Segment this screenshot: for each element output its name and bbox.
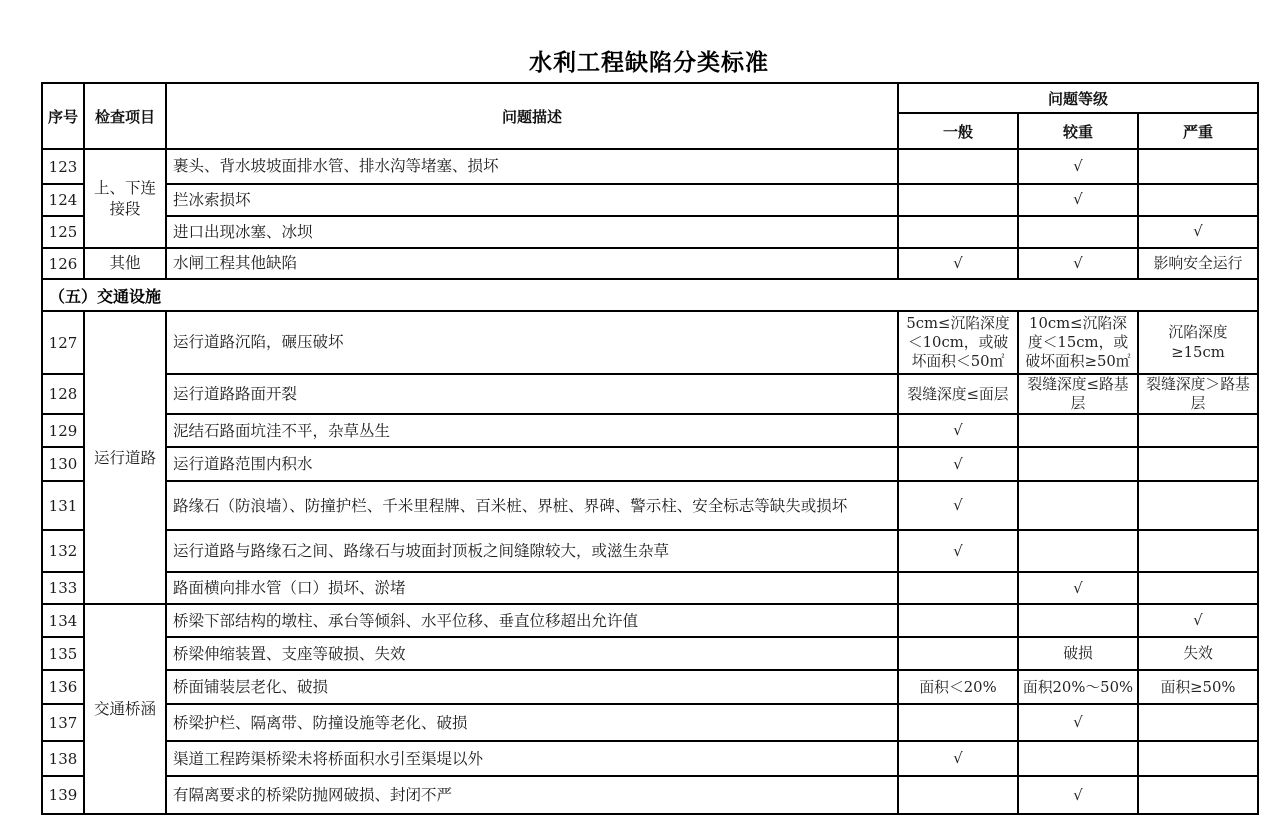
grade-severe-cell (1138, 447, 1258, 481)
problem-description-cell: 进口出现冰塞、冰坝 (166, 216, 898, 248)
row-number: 132 (42, 530, 84, 572)
table-row (42, 414, 1258, 447)
row-number: 131 (42, 481, 84, 530)
inspection-item-cell: 运行道路 (84, 311, 166, 604)
grade-heavier-cell: 10cm≤沉陷深度＜15cm，或破坏面积≥50㎡ (1018, 311, 1138, 374)
row-number: 126 (42, 248, 84, 279)
grade-general-cell (898, 604, 1018, 637)
inspection-item-cell: 其他 (84, 248, 166, 279)
table-row (42, 704, 1258, 741)
grade-heavier-cell (1018, 414, 1138, 447)
grade-heavier-cell (1018, 447, 1138, 481)
header-row-top (42, 83, 1258, 113)
grade-heavier-cell: √ (1018, 248, 1138, 279)
grade-general-cell (898, 216, 1018, 248)
grade-heavier-cell: √ (1018, 149, 1138, 184)
problem-description-cell: 运行道路路面开裂 (166, 374, 898, 414)
grade-heavier-cell (1018, 481, 1138, 530)
problem-description-cell: 路面横向排水管（口）损坏、淤堵 (166, 572, 898, 604)
problem-description-cell: 桥面铺装层老化、破损 (166, 670, 898, 704)
grade-severe-cell: 影响安全运行 (1138, 248, 1258, 279)
table-row (42, 604, 1258, 637)
grade-heavier-cell: 面积20%～50% (1018, 670, 1138, 704)
grade-heavier-cell: √ (1018, 184, 1138, 216)
header-level-heavier: 较重 (1018, 113, 1138, 149)
problem-description-cell: 桥梁下部结构的墩柱、承台等倾斜、水平位移、垂直位移超出允许值 (166, 604, 898, 637)
grade-severe-cell: 面积≥50% (1138, 670, 1258, 704)
problem-description-cell: 拦冰索损坏 (166, 184, 898, 216)
grade-severe-cell: √ (1138, 604, 1258, 637)
row-number: 139 (42, 776, 84, 814)
grade-general-cell (898, 149, 1018, 184)
table-row (42, 776, 1258, 814)
defect-classification-table (41, 82, 1259, 815)
grade-severe-cell: 失效 (1138, 637, 1258, 670)
grade-severe-cell: 沉陷深度≥15cm (1138, 311, 1258, 374)
problem-description-cell: 有隔离要求的桥梁防抛网破损、封闭不严 (166, 776, 898, 814)
grade-general-cell: 5cm≤沉陷深度＜10cm，或破坏面积＜50㎡ (898, 311, 1018, 374)
grade-severe-cell (1138, 704, 1258, 741)
row-number: 136 (42, 670, 84, 704)
row-number: 137 (42, 704, 84, 741)
grade-heavier-cell: √ (1018, 704, 1138, 741)
table-row (42, 530, 1258, 572)
grade-severe-cell (1138, 776, 1258, 814)
grade-general-cell (898, 184, 1018, 216)
row-number: 124 (42, 184, 84, 216)
grade-heavier-cell: √ (1018, 776, 1138, 814)
grade-heavier-cell (1018, 741, 1138, 776)
row-number: 135 (42, 637, 84, 670)
grade-severe-cell (1138, 149, 1258, 184)
row-number: 128 (42, 374, 84, 414)
table-header (42, 83, 1258, 149)
grade-general-cell: √ (898, 414, 1018, 447)
row-number: 133 (42, 572, 84, 604)
row-number: 125 (42, 216, 84, 248)
header-level-severe: 严重 (1138, 113, 1258, 149)
problem-description-cell: 渠道工程跨渠桥梁未将桥面积水引至渠堤以外 (166, 741, 898, 776)
row-number: 134 (42, 604, 84, 637)
grade-heavier-cell (1018, 216, 1138, 248)
header-no: 序号 (42, 83, 84, 149)
grade-general-cell (898, 776, 1018, 814)
grade-general-cell (898, 637, 1018, 670)
problem-description-cell: 桥梁护栏、隔离带、防撞设施等老化、破损 (166, 704, 898, 741)
grade-severe-cell (1138, 530, 1258, 572)
row-number: 127 (42, 311, 84, 374)
header-inspection-item: 检查项目 (84, 83, 166, 149)
page-title: 水利工程缺陷分类标准 (529, 50, 769, 76)
row-number: 129 (42, 414, 84, 447)
grade-heavier-cell: 破损 (1018, 637, 1138, 670)
grade-heavier-cell (1018, 530, 1138, 572)
table-row (42, 149, 1258, 184)
grade-severe-cell: 裂缝深度＞路基层 (1138, 374, 1258, 414)
grade-general-cell (898, 704, 1018, 741)
table-row (42, 741, 1258, 776)
grade-general-cell (898, 572, 1018, 604)
header-level-general: 一般 (898, 113, 1018, 149)
problem-description-cell: 运行道路与路缘石之间、路缘石与坡面封顶板之间缝隙较大，或滋生杂草 (166, 530, 898, 572)
grade-heavier-cell (1018, 604, 1138, 637)
section-row (42, 279, 1258, 311)
grade-general-cell: √ (898, 447, 1018, 481)
problem-description-cell: 泥结石路面坑洼不平，杂草丛生 (166, 414, 898, 447)
header-problem-grade: 问题等级 (898, 83, 1258, 113)
table-row (42, 481, 1258, 530)
section-title: （五）交通设施 (42, 279, 1258, 311)
problem-description-cell: 桥梁伸缩装置、支座等破损、失效 (166, 637, 898, 670)
row-number: 138 (42, 741, 84, 776)
problem-description-cell: 运行道路沉陷，碾压破坏 (166, 311, 898, 374)
grade-heavier-cell: √ (1018, 572, 1138, 604)
grade-severe-cell (1138, 741, 1258, 776)
grade-general-cell: 裂缝深度≤面层 (898, 374, 1018, 414)
problem-description-cell: 水闸工程其他缺陷 (166, 248, 898, 279)
table-row (42, 374, 1258, 414)
grade-general-cell: 面积＜20% (898, 670, 1018, 704)
problem-description-cell: 裹头、背水坡坡面排水管、排水沟等堵塞、损坏 (166, 149, 898, 184)
inspection-item-cell: 交通桥涵 (84, 604, 166, 814)
table-row (42, 572, 1258, 604)
problem-description-cell: 运行道路范围内积水 (166, 447, 898, 481)
grade-severe-cell (1138, 572, 1258, 604)
row-number: 130 (42, 447, 84, 481)
table-row (42, 311, 1258, 374)
grade-severe-cell (1138, 481, 1258, 530)
grade-severe-cell: √ (1138, 216, 1258, 248)
table-row (42, 216, 1258, 248)
grade-heavier-cell: 裂缝深度≤路基层 (1018, 374, 1138, 414)
row-number: 123 (42, 149, 84, 184)
problem-description-cell: 路缘石（防浪墙）、防撞护栏、千米里程牌、百米桩、界桩、界碑、警示柱、安全标志等缺失或损坏 (166, 481, 898, 530)
header-problem-description: 问题描述 (166, 83, 898, 149)
table-body (42, 149, 1258, 814)
table-row (42, 670, 1258, 704)
grade-severe-cell (1138, 414, 1258, 447)
grade-severe-cell (1138, 184, 1258, 216)
table-row (42, 447, 1258, 481)
grade-general-cell: √ (898, 741, 1018, 776)
table-row (42, 248, 1258, 279)
grade-general-cell: √ (898, 248, 1018, 279)
inspection-item-cell: 上、下连接段 (84, 149, 166, 248)
table-row (42, 184, 1258, 216)
grade-general-cell: √ (898, 481, 1018, 530)
table-row (42, 637, 1258, 670)
grade-general-cell: √ (898, 530, 1018, 572)
